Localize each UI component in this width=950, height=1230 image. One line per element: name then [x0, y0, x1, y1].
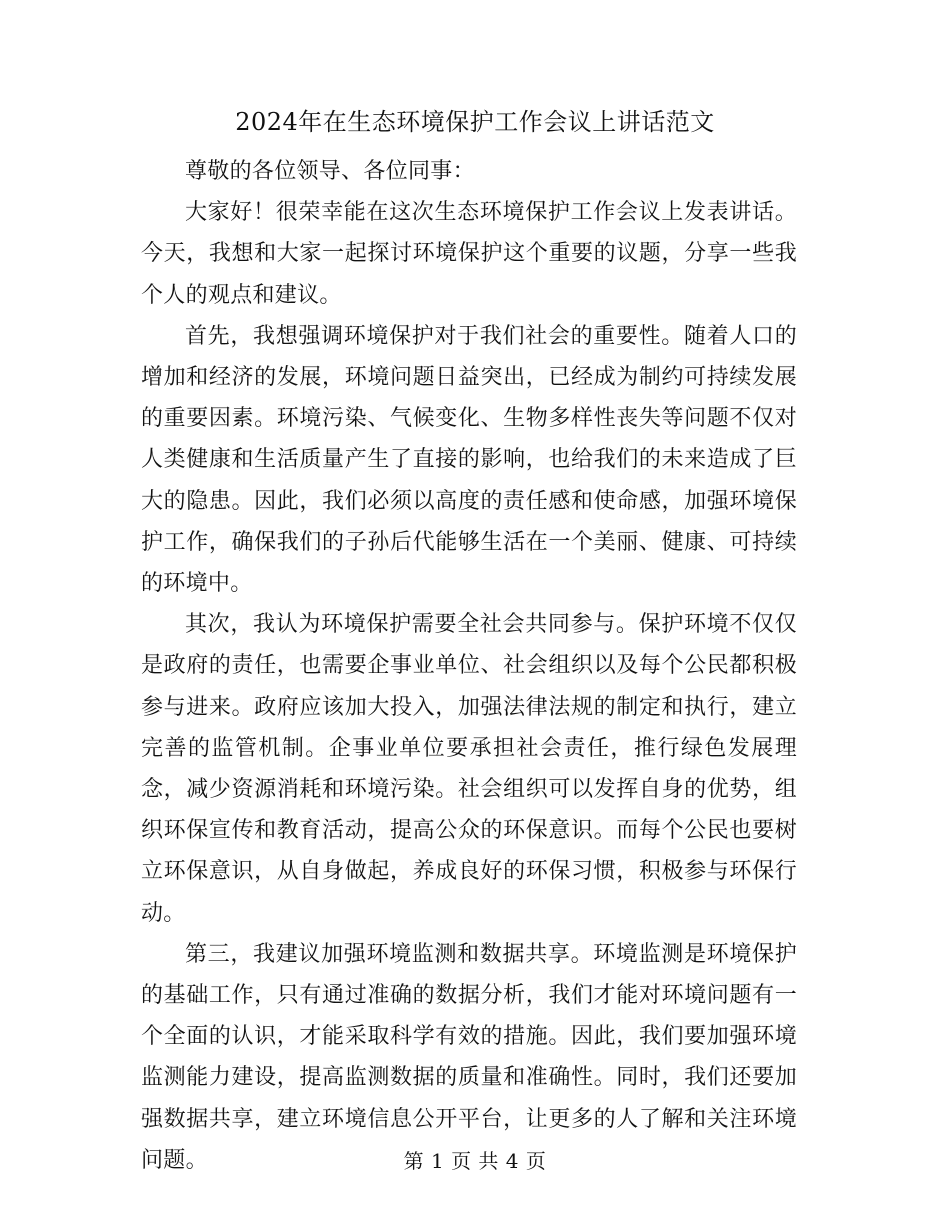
- page-number-footer: 第 1 页 共 4 页: [403, 1149, 547, 1173]
- document-title: 2024年在生态环境保护工作会议上讲话范文: [235, 108, 715, 136]
- document-body: [141, 151, 797, 1181]
- paragraph-opening: 大家好！很荣幸能在这次生态环境保护工作会议上发表讲话。今天，我想和大家一起探讨环境保护这个重要的议题，分享一些我个人的观点和建议。: [141, 200, 797, 308]
- paragraph-first-point: 首先，我想强调环境保护对于我们社会的重要性。随着人口的增加和经济的发展，环境问题日益突出，已经成为制约可持续发展的重要因素。环境污染、气候变化、生物多样性丧失等问题不仅对人类健康和生活质量产生了直接的影响，也给我们的未来造成了巨大的隐患。因此，我们必须以高度的责任感和使命感，加强环境保护工作，确保我们的子孙后代能够生活在一个美丽、健康、可持续的环境中。: [141, 323, 797, 597]
- paragraph-second-point: 其次，我认为环境保护需要全社会共同参与。保护环境不仅仅是政府的责任，也需要企事业单位、社会组织以及每个公民都积极参与进来。政府应该加大投入，加强法律法规的制定和执行，建立完善的监管机制。企事业单位要承担社会责任，推行绿色发展理念，减少资源消耗和环境污染。社会组织可以发挥自身的优势，组织环保宣传和教育活动，提高公众的环保意识。而每个公民也要树立环保意识，从自身做起，养成良好的环保习惯，积极参与环保行动。: [141, 612, 797, 926]
- greeting-line: 尊敬的各位领导、各位同事：: [185, 159, 475, 184]
- paragraph-third-point: 第三，我建议加强环境监测和数据共享。环境监测是环境保护的基础工作，只有通过准确的数据分析，我们才能对环境问题有一个全面的认识，才能采取科学有效的措施。因此，我们要加强环境监测能力建设，提高监测数据的质量和准确性。同时，我们还要加强数据共享，建立环境信息公开平台，让更多的人了解和关注环境问题。: [141, 941, 797, 1173]
